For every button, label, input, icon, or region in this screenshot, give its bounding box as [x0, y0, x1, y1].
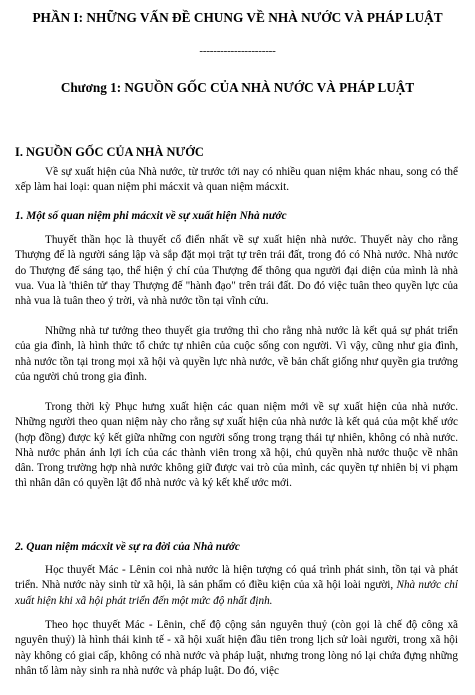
- paragraph-text: Học thuyết Mác - Lênin coi nhà nước là hiện tượng có quá trình phát sinh, tồn tại và phát triển. Nhà nước này sinh từ xã hội, là sản phẩm có điều kiện của xã hội loài người,: [15, 564, 458, 592]
- subsection-1-paragraph-2: Những nhà tư tưởng theo thuyết gia trưởng thì cho rằng nhà nước là kết quả sự phát triển của gia đình, là hình thức tổ chức tự nhiên của cuộc sống con người. Vì vậy, cũng như gia đình, nhà nước tồn tại trong mọi xã hội và quyền lực nhà nước, về bản chất giống như quyền gia trưởng của người chủ trong gia đình.: [15, 325, 458, 383]
- subsection-1-paragraph-3: Trong thời kỳ Phục hưng xuất hiện các quan niệm mới về sự xuất hiện của nhà nước. Những người theo quan niệm này cho rằng sự xuất hiện của nhà nước là kết quả của một khế ước (hợp đồng) được ký kết giữa những con người sống trong trạng thái tự nhiên, không có nhà nước. Nhà nước phản ánh lợi ích của các thành viên trong xã hội, chủ quyền nhà nước thuộc về nhân dân. Trong trường hợp nhà nước không giữ được vai trò của mình, các quyền tự nhiên bị vi phạm thì nhân dân có quyền lật đổ nhà nước và ký kết khế ước mới.: [15, 401, 458, 490]
- emphasis-text: Nhà nước chỉ xuất hiện khi xã hội phát triển đến một mức độ nhất định.: [15, 579, 458, 607]
- chapter-title: Chương 1: NGUỒN GỐC CỦA NHÀ NƯỚC VÀ PHÁP LUẬT: [60, 80, 415, 95]
- subsection-1-paragraph-1: Thuyết thần học là thuyết cổ điển nhất về sự xuất hiện nhà nước. Thuyết này cho rằng Thượng đế là người sáng lập và sắp đặt mọi trật tự trên trái đất, trong đó có Nhà nước. Nhà nước do Thượng đế sáng tạo, thể hiện ý chí của Thượng đế thông qua người đại diện của mình là nhà vua. Vua là 'thiên tử' thay Thượng đế "hành đạo" trên trái đất. Do đó việc tuân theo quyền lực của nhà vua là tuân theo ý trời, và nhà nước tồn tại vĩnh cửu.: [15, 234, 458, 308]
- subsection-2-paragraph-2: Theo học thuyết Mác - Lênin, chế độ cộng sản nguyên thuỷ (còn gọi là chế độ công xã nguyên thuỷ) là hình thái kinh tế - xã hội xuất hiện đầu tiên trong lịch sử loài người, trong xã hội này không có giai cấp, không có nhà nước và pháp luật, nhưng trong lòng nó lại chứa đựng những nhân tố làm này sinh ra nhà nước và pháp luật. Do đó, việc: [15, 619, 458, 677]
- intro-paragraph: Về sự xuất hiện của Nhà nước, từ trước tới nay có nhiều quan niệm khác nhau, song có thể xếp làm hai loại: quan niệm phi mácxit và quan niệm mácxit.: [15, 166, 458, 194]
- subsection-2-paragraph-1: [15, 563, 458, 609]
- section-heading: I. NGUỒN GỐC CỦA NHÀ NƯỚC: [15, 145, 204, 159]
- subsection-2-heading: 2. Quan niệm mácxit về sự ra đời của Nhà nước: [15, 541, 240, 553]
- separator-line: ----------------------: [199, 45, 276, 57]
- subsection-1-heading: 1. Một số quan niệm phi mácxit về sự xuất hiện Nhà nước: [15, 210, 287, 222]
- part-title: PHẦN I: NHỮNG VẤN ĐỀ CHUNG VỀ NHÀ NƯỚC VÀ PHÁP LUẬT: [32, 10, 443, 25]
